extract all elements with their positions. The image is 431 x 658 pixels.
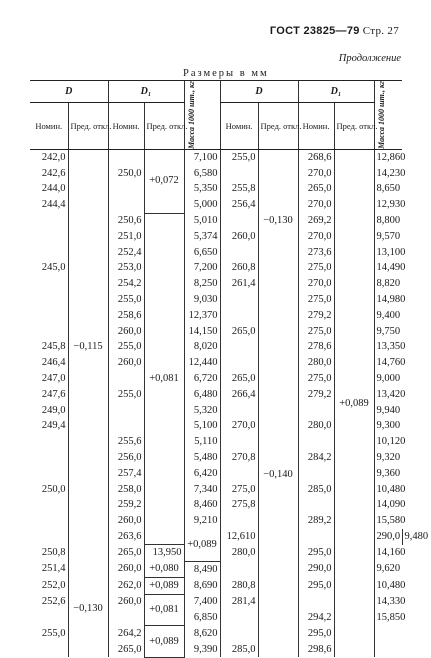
d1-nominal: 259,2 (108, 497, 144, 513)
mass: 8,690 (184, 577, 220, 594)
d-nominal (220, 403, 258, 419)
d-nominal (30, 642, 68, 658)
d1-nominal: 289,2 (298, 513, 334, 529)
mass: 6,650 (184, 245, 220, 261)
d1-nominal: 278,6 (298, 339, 334, 355)
d1-nominal (108, 610, 144, 626)
d-tolerance: −0,140 (258, 292, 298, 657)
d1-nominal: 255,0 (108, 339, 144, 355)
d1-nominal: 254,2 (108, 276, 144, 292)
d1-nominal: 295,0 (298, 626, 334, 642)
continuation-label: Продолжение (338, 53, 401, 64)
d1-nominal: 260,0 (108, 561, 144, 577)
d-tolerance (68, 545, 108, 561)
mass: 7,400 (184, 594, 220, 610)
d1-nominal: 260,0 (108, 513, 144, 529)
d1-tolerance: +0,081 (144, 213, 184, 545)
d-nominal: 285,0 (220, 642, 258, 658)
d-nominal: 252,6 (41, 596, 66, 608)
d1-nominal (108, 149, 144, 165)
d-nominal (220, 626, 258, 642)
group-d-right: D (220, 81, 298, 103)
mass: 13,100 (374, 245, 402, 261)
d-nominal: 246,4 (41, 357, 66, 369)
d1-nominal (298, 403, 334, 419)
mass: 9,620 (374, 561, 402, 577)
col-tol: Пред. откл. (144, 103, 184, 150)
d-nominal (220, 339, 258, 355)
mass: 8,650 (374, 181, 402, 197)
d1-tolerance: +0,089 (144, 626, 184, 658)
mass: 8,490 (184, 561, 220, 577)
d-nominal (30, 450, 68, 466)
mass: 15,580 (374, 513, 402, 529)
d1-tolerance: +0,072 (144, 149, 184, 213)
mass: 5,100 (184, 418, 220, 434)
d1-nominal: 255,0 (108, 292, 144, 308)
d1-nominal: 255,6 (108, 434, 144, 450)
mass: 14,160 (374, 545, 402, 561)
d1-tolerance: +0,089 (334, 149, 374, 657)
d1-nominal: 265,0 (108, 545, 144, 561)
table-caption: Размеры в мм (183, 68, 269, 79)
d1-nominal: 253,0 (108, 260, 144, 276)
d1-nominal: 280,0 (298, 355, 334, 371)
mass: 5,010 (184, 213, 220, 229)
mass: 5,000 (184, 197, 220, 213)
d-nominal (220, 308, 258, 324)
d-nominal (30, 292, 68, 308)
d-nominal: 261,4 (220, 276, 258, 292)
d-nominal: 280,0 (220, 545, 258, 561)
d-nominal (30, 229, 68, 245)
d1-nominal: 250,0 (108, 166, 144, 182)
mass: 7,100 (184, 149, 220, 165)
d1-nominal: 256,0 (108, 450, 144, 466)
d-nominal: 242,6 (41, 167, 66, 179)
d-nominal (30, 324, 68, 340)
d1-nominal (298, 466, 334, 482)
d-nominal (30, 308, 68, 324)
mass: 8,460 (184, 497, 220, 513)
d-nominal: 255,0 (220, 149, 258, 165)
d1-nominal: 257,4 (108, 466, 144, 482)
d-nominal (30, 276, 68, 292)
d-nominal: 270,8 (220, 450, 258, 466)
col-nom: Номин. (108, 103, 144, 150)
d-nominal: 255,8 (220, 181, 258, 197)
d-nominal: 255,0 (41, 627, 66, 639)
d1-nominal: 263,6 (108, 529, 144, 545)
group-d-left: D (30, 81, 108, 103)
mass: 13,950 (144, 545, 184, 561)
mass: 6,480 (184, 387, 220, 403)
mass: 9,300 (374, 418, 402, 434)
d-nominal: 245,0 (41, 262, 66, 274)
mass: 14,230 (374, 166, 402, 182)
d1-nominal (108, 371, 144, 387)
d1-nominal: 264,2 (108, 626, 144, 642)
d-nominal (30, 466, 68, 482)
d-nominal (298, 529, 334, 545)
mass: 5,320 (184, 403, 220, 419)
mass: 6,850 (184, 610, 220, 626)
d1-nominal: 260,0 (108, 594, 144, 610)
d-nominal: 256,4 (220, 197, 258, 213)
d1-tolerance: +0,089 (184, 529, 220, 561)
mass: 7,340 (184, 482, 220, 498)
d-nominal: 250,8 (41, 547, 66, 559)
mass: 9,750 (374, 324, 402, 340)
mass (374, 642, 402, 658)
mass: 9,360 (374, 466, 402, 482)
mass-header-right: Масса 1000 шт., кг (374, 81, 402, 150)
d1-nominal: 273,6 (298, 245, 334, 261)
mass: 13,420 (374, 387, 402, 403)
d1-nominal: 275,0 (298, 260, 334, 276)
mass: 14,150 (184, 324, 220, 340)
d-tolerance: −0,130 (258, 149, 298, 292)
d-nominal: 265,0 (220, 371, 258, 387)
col-tol: Пред. откл. (334, 103, 374, 150)
d-nominal: 249,0 (41, 404, 66, 416)
standard-code: ГОСТ 23825—79 (269, 25, 360, 37)
dimensions-table (30, 80, 429, 658)
d-nominal (220, 245, 258, 261)
col-tol: Пред. откл. (68, 103, 108, 150)
d1-nominal: 298,6 (298, 642, 334, 658)
d-nominal (220, 466, 258, 482)
table-row (30, 149, 402, 165)
d1-nominal: 265,0 (108, 642, 144, 658)
d-nominal: 244,4 (41, 199, 66, 211)
d1-nominal: 290,0 (374, 529, 402, 545)
col-nom: Номин. (298, 103, 334, 150)
d1-nominal: 279,2 (298, 387, 334, 403)
d1-nominal: 290,0 (298, 561, 334, 577)
d1-nominal: 279,2 (298, 308, 334, 324)
d-nominal: 275,0 (220, 482, 258, 498)
mass: 14,980 (374, 292, 402, 308)
d1-nominal: 250,6 (108, 213, 144, 229)
mass: 14,760 (374, 355, 402, 371)
mass: 12,610 (220, 529, 258, 545)
d-nominal: 249,4 (41, 420, 66, 432)
d1-nominal: 295,0 (298, 577, 334, 594)
mass: 8,250 (184, 276, 220, 292)
mass: 14,090 (374, 497, 402, 513)
d-nominal: 242,0 (41, 151, 66, 163)
mass: 6,420 (184, 466, 220, 482)
d1-nominal (108, 197, 144, 213)
d1-nominal: 265,0 (298, 181, 334, 197)
mass: 5,350 (184, 181, 220, 197)
mass: 14,490 (374, 260, 402, 276)
d-nominal: 260,8 (220, 260, 258, 276)
mass: 6,580 (184, 166, 220, 182)
page-header (270, 25, 399, 37)
mass: 5,480 (184, 450, 220, 466)
d1-nominal: 280,0 (298, 418, 334, 434)
mass: 7,200 (184, 260, 220, 276)
d1-nominal (108, 181, 144, 197)
mass: 8,620 (184, 626, 220, 642)
d1-tolerance: +0,080 (144, 561, 184, 577)
d-nominal (220, 213, 258, 229)
d1-nominal: 275,0 (298, 292, 334, 308)
mass: 10,480 (374, 577, 402, 594)
d1-nominal: 255,0 (108, 387, 144, 403)
mass: 9,000 (374, 371, 402, 387)
mass: 5,110 (184, 434, 220, 450)
d-nominal (30, 513, 68, 529)
mass: 9,210 (184, 513, 220, 529)
d-nominal (220, 292, 258, 308)
d-nominal (30, 529, 68, 545)
d-tolerance: −0,130 (68, 561, 108, 657)
mass (374, 626, 402, 642)
d-nominal: 260,0 (220, 229, 258, 245)
mass: 10,120 (374, 434, 402, 450)
group-d1-right: D₁ (298, 81, 374, 103)
mass: 8,820 (374, 276, 402, 292)
d1-nominal: 258,0 (108, 482, 144, 498)
d1-nominal: 269,2 (298, 213, 334, 229)
mass: 9,940 (374, 403, 402, 419)
d1-nominal (298, 434, 334, 450)
mass: 8,020 (184, 339, 220, 355)
mass: 9,320 (374, 450, 402, 466)
col-nom: Номин. (30, 103, 68, 150)
d1-nominal: 260,0 (108, 324, 144, 340)
d-nominal: 280,8 (220, 577, 258, 594)
mass: 9,570 (374, 229, 402, 245)
mass: 10,480 (374, 482, 402, 498)
d1-nominal: 270,0 (298, 166, 334, 182)
d-nominal: 266,4 (220, 387, 258, 403)
d-nominal (30, 434, 68, 450)
mass: 12,860 (374, 149, 402, 165)
d-nominal (30, 610, 68, 626)
d-nominal: 275,8 (220, 497, 258, 513)
d1-nominal: 270,0 (298, 229, 334, 245)
d-nominal (30, 245, 68, 261)
d-nominal (220, 166, 258, 182)
d1-nominal: 270,0 (298, 197, 334, 213)
mass: 15,850 (374, 610, 402, 626)
d1-nominal: 252,4 (108, 245, 144, 261)
d-nominal: 252,0 (41, 579, 66, 591)
d-nominal: 247,6 (41, 388, 66, 400)
d1-nominal: 294,2 (298, 610, 334, 626)
d-nominal (30, 497, 68, 513)
d1-nominal: 251,0 (108, 229, 144, 245)
d-nominal: 250,0 (41, 483, 66, 495)
d-nominal: 244,0 (41, 183, 66, 195)
col-nom: Номин. (220, 103, 258, 150)
mass: 8,800 (374, 213, 402, 229)
d1-nominal: 258,6 (108, 308, 144, 324)
d1-nominal: 260,0 (108, 355, 144, 371)
d1-nominal (108, 403, 144, 419)
mass: 12,370 (184, 308, 220, 324)
d-nominal: 247,0 (41, 373, 66, 385)
mass: 5,374 (184, 229, 220, 245)
d-nominal (220, 610, 258, 626)
d1-nominal: 295,0 (298, 545, 334, 561)
d1-nominal (298, 497, 334, 513)
d-nominal: 265,0 (220, 324, 258, 340)
d-nominal (220, 355, 258, 371)
mass: 12,930 (374, 197, 402, 213)
d1-nominal (298, 594, 334, 610)
d1-nominal: 275,0 (298, 371, 334, 387)
col-tol: Пред. откл. (258, 103, 298, 150)
d-nominal: 281,4 (220, 594, 258, 610)
d1-nominal: 285,0 (298, 482, 334, 498)
mass: 6,720 (184, 371, 220, 387)
d-nominal (30, 213, 68, 229)
d-nominal: 251,4 (41, 563, 66, 575)
table-row: 263,6 +0,089 12,610 290,0 9,480 (30, 529, 402, 545)
mass: 13,350 (374, 339, 402, 355)
d-nominal (220, 513, 258, 529)
d-nominal (220, 561, 258, 577)
d1-nominal: 268,6 (298, 149, 334, 165)
group-d1-left: D₁ (108, 81, 184, 103)
d-nominal: 245,8 (41, 341, 66, 353)
d-nominal (220, 434, 258, 450)
d1-nominal: 275,0 (298, 324, 334, 340)
mass: 14,330 (374, 594, 402, 610)
mass: 9,030 (184, 292, 220, 308)
mass: 12,440 (184, 355, 220, 371)
d-tolerance: −0,115 (68, 149, 108, 544)
d1-nominal: 284,2 (298, 450, 334, 466)
mass-header-left: Масса 1000 шт., кг (184, 81, 220, 150)
d-nominal: 270,0 (220, 418, 258, 434)
d1-nominal: 262,0 (108, 577, 144, 594)
d1-tolerance: +0,089 (144, 577, 184, 594)
d1-nominal (108, 418, 144, 434)
page-number: Стр. 27 (362, 25, 399, 37)
mass: 9,390 (184, 642, 220, 658)
mass: 9,400 (374, 308, 402, 324)
d1-nominal: 270,0 (298, 276, 334, 292)
d1-tolerance: +0,081 (144, 594, 184, 626)
